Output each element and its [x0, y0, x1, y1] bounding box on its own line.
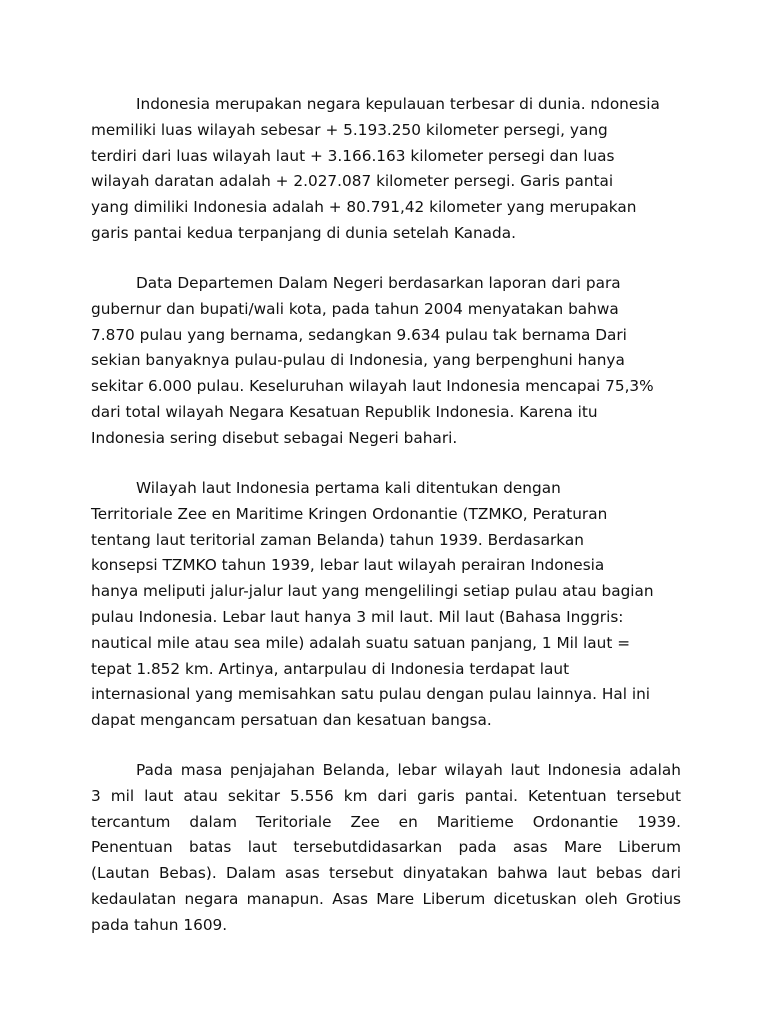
text-line: sekian banyaknya pulau-pulau di Indonesia, yang berpenghuni hanya — [91, 351, 625, 370]
text-line: pulau Indonesia. Lebar laut hanya 3 mil laut. Mil laut (Bahasa Inggris: — [91, 607, 624, 626]
text-line: Indonesia sering disebut sebagai Negeri bahari. — [91, 428, 458, 447]
text-line: konsepsi TZMKO tahun 1939, lebar laut wilayah perairan Indonesia — [91, 556, 605, 575]
text-line: internasional yang memisahkan satu pulau dengan pulau lainnya. Hal ini — [91, 685, 651, 704]
text-line: sekitar 6.000 pulau. Keseluruhan wilayah laut Indonesia mencapai 75,3% — [91, 377, 654, 396]
text-line: yang dimiliki Indonesia adalah + 80.791,42 kilometer yang merupakan — [91, 198, 637, 217]
text-line: Indonesia merupakan negara kepulauan terbesar di dunia. ndonesia — [136, 95, 660, 113]
text-line: tepat 1.852 km. Artinya, antarpulau di Indonesia terdapat laut — [91, 659, 570, 678]
paragraph-island-data — [91, 271, 681, 452]
text-line: gubernur dan bupati/wali kota, pada tahun 2004 menyatakan bahwa — [91, 299, 619, 318]
text-line: memiliki luas wilayah sebesar + 5.193.250 kilometer persegi, yang — [91, 120, 608, 139]
paragraph-indonesia-area — [91, 92, 681, 247]
text-line: Pada masa penjajahan Belanda, lebar wilayah laut Indonesia adalah — [136, 761, 681, 779]
text-line: kedaulatan negara manapun. Asas Mare Liberum dicetuskan oleh Grotius — [91, 889, 681, 908]
text-line: dapat mengancam persatuan dan kesatuan bangsa. — [91, 711, 492, 730]
text-line: (Lautan Bebas). Dalam asas tersebut dinyatakan bahwa laut bebas dari — [91, 864, 681, 883]
text-line: tentang laut teritorial zaman Belanda) tahun 1939. Berdasarkan — [91, 530, 584, 549]
text-line: terdiri dari luas wilayah laut + 3.166.163 kilometer persegi dan luas — [91, 146, 615, 165]
text-line: wilayah daratan adalah + 2.027.087 kilometer persegi. Garis pantai — [91, 172, 614, 191]
text-line: Penentuan batas laut tersebutdidasarkan pada asas Mare Liberum — [91, 838, 681, 857]
text-line: 3 mil laut atau sekitar 5.556 km dari garis pantai. Ketentuan tersebut — [91, 786, 681, 805]
text-line: pada tahun 1609. — [91, 915, 228, 934]
text-line: Data Departemen Dalam Negeri berdasarkan laporan dari para — [136, 274, 621, 292]
text-line: Territoriale Zee en Maritime Kringen Ordonantie (TZMKO, Peraturan — [91, 504, 608, 523]
text-line: garis pantai kedua terpanjang di dunia setelah Kanada. — [91, 223, 516, 242]
paragraph-dutch-colonial — [91, 758, 681, 939]
paragraph-tzmko — [91, 476, 681, 734]
text-line: Wilayah laut Indonesia pertama kali ditentukan dengan — [136, 479, 561, 497]
text-line: 7.870 pulau yang bernama, sedangkan 9.634 pulau tak bernama Dari — [91, 325, 627, 344]
text-line: hanya meliputi jalur-jalur laut yang mengelilingi setiap pulau atau bagian — [91, 582, 654, 601]
text-line: nautical mile atau sea mile) adalah suatu satuan panjang, 1 Mil laut = — [91, 633, 631, 652]
text-line: dari total wilayah Negara Kesatuan Republik Indonesia. Karena itu — [91, 402, 598, 421]
text-line: tercantum dalam Teritoriale Zee en Maritieme Ordonantie 1939. — [91, 812, 681, 831]
